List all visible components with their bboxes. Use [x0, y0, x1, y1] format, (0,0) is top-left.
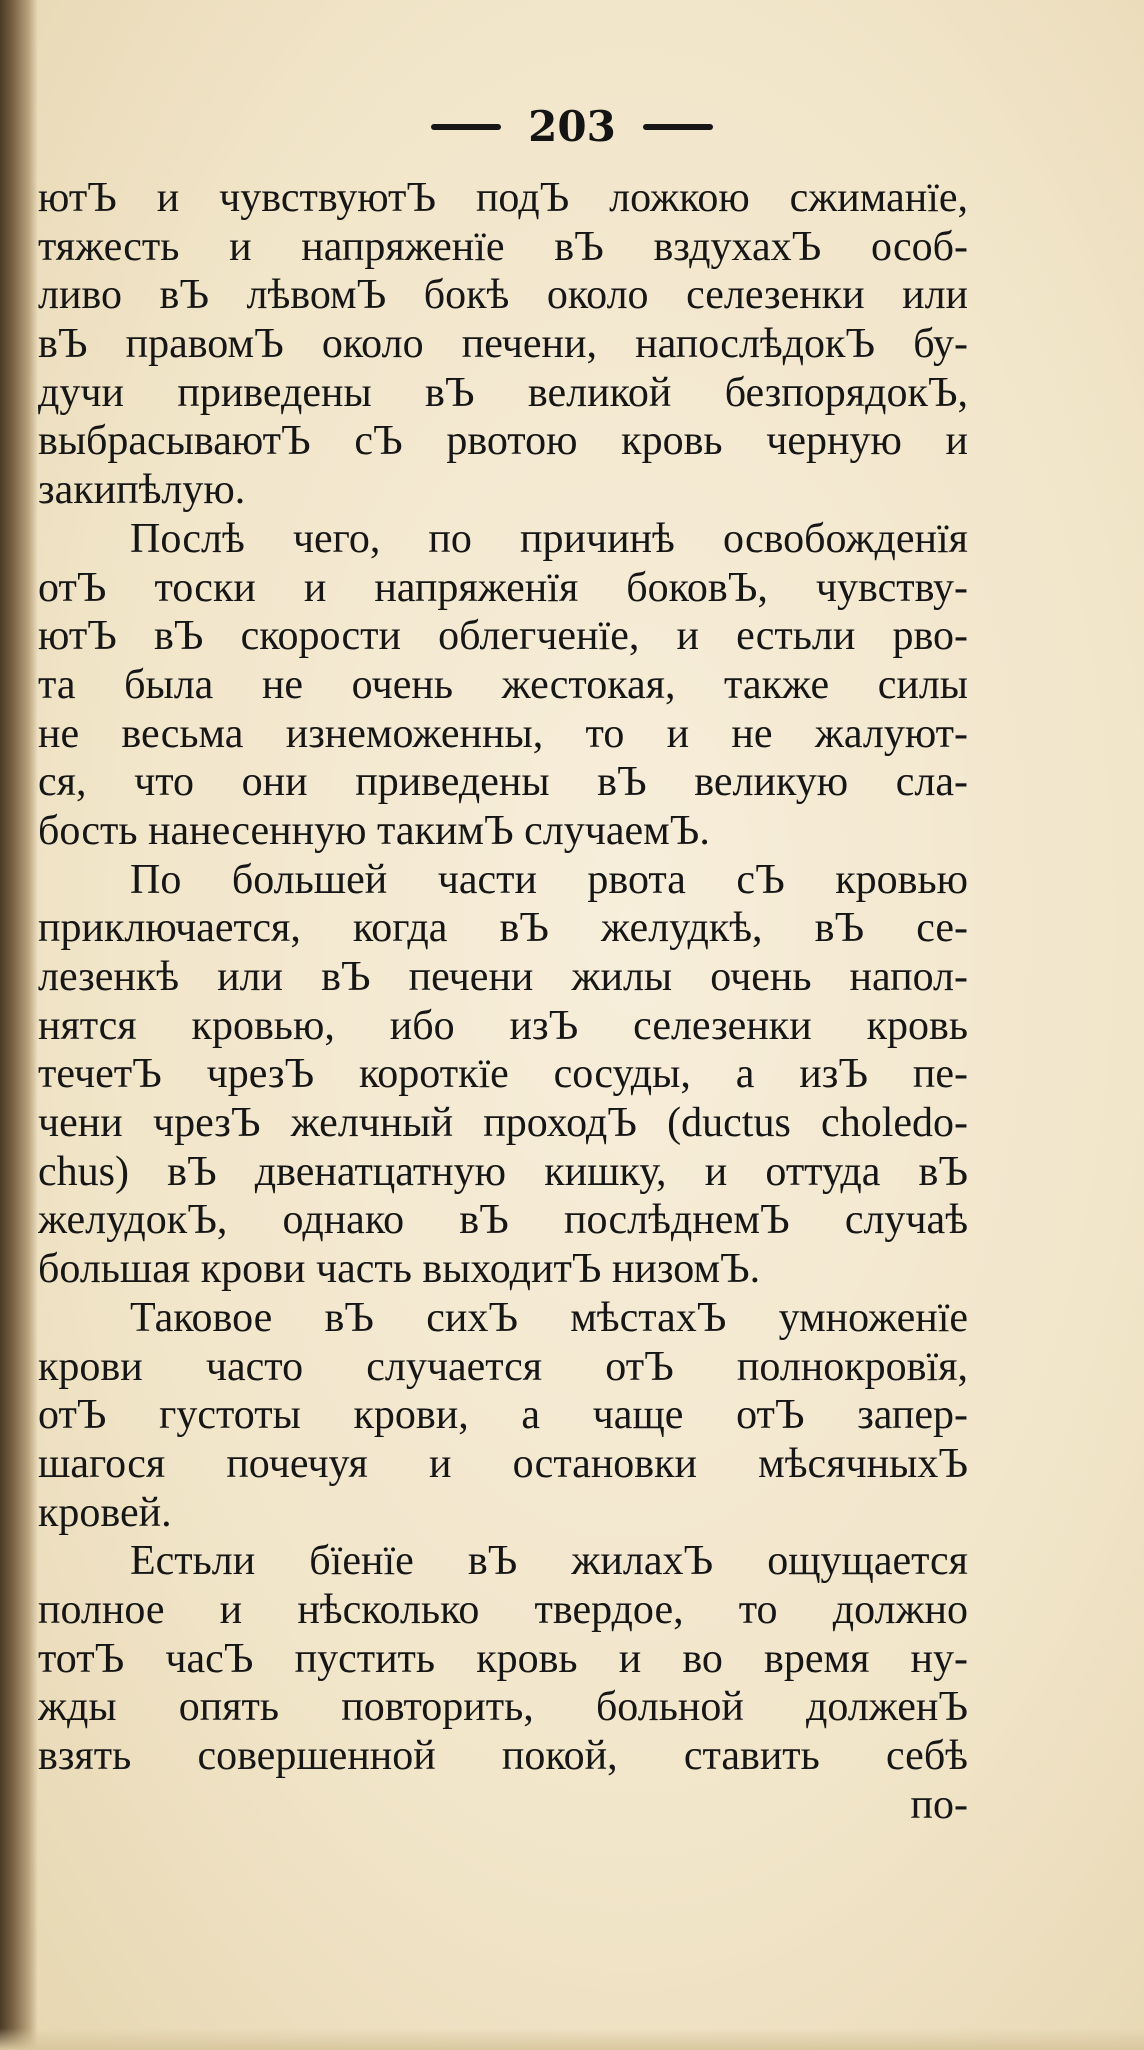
text-line: не весьма изнеможенны, то и не жалуют- — [38, 710, 968, 757]
text-line: нятся кровью, ибо изЪ селезенки кровь — [38, 1002, 968, 1049]
paragraph-last-line: закипѣлую. — [38, 467, 246, 514]
page-bottom-edge — [0, 2028, 1144, 2050]
catchword: по- — [910, 1781, 968, 1828]
text-line: та была не очень жестокая, также силы — [38, 661, 968, 708]
text-line: полное и нѣсколько твердое, то должно — [38, 1586, 968, 1633]
paragraph-last-line: бость нанесенную такимЪ случаемЪ. — [38, 807, 710, 854]
header-rule-left — [431, 124, 501, 130]
text-line: лезенкѣ или вЪ печени жилы очень напол- — [38, 954, 968, 1000]
text-line: ливо вЪ лѣвомЪ бокѣ около селезенки или — [38, 272, 968, 319]
text-line: тотЪ часЪ пустить кровь и во время ну- — [38, 1635, 968, 1682]
text-line: ютЪ и чувствуютЪ подЪ ложкою сжиманїе, — [38, 175, 968, 221]
text-line: выбрасываютЪ сЪ рвотою кровь черную и — [38, 418, 968, 465]
text-line: желудокЪ, однако вЪ послѣднемЪ случаѣ — [38, 1197, 968, 1244]
page-header — [0, 102, 1144, 151]
paragraph-first-line: Послѣ чего, по причинѣ освобожденїя — [130, 515, 968, 562]
paragraph-first-line: По большей части рвота сЪ кровью — [130, 856, 968, 903]
paragraph-last-line: кровей. — [38, 1489, 172, 1536]
text-line: шагося почечуя и остановки мѣсячныхЪ — [38, 1440, 968, 1487]
text-line: взять совершенной покой, ставить себѣ — [38, 1733, 968, 1779]
text-line: chus) вЪ двенатцатную кишку, и оттуда вЪ — [38, 1148, 968, 1195]
text-line: отЪ тоски и напряженїя боковЪ, чувству- — [38, 564, 968, 611]
text-line: течетЪ чрезЪ короткїе сосуды, а изЪ пе- — [38, 1051, 968, 1098]
binding-shadow — [0, 0, 38, 2050]
paragraph-first-line: Таковое вЪ сихЪ мѣстахЪ умноженїе — [130, 1294, 968, 1341]
text-line: чени чрезЪ желчный проходЪ (ductus choledo- — [38, 1100, 968, 1147]
text-line: крови часто случается отЪ полнокровїя, — [38, 1343, 968, 1390]
text-line: ютЪ вЪ скорости облегченїе, и естьли рво- — [38, 613, 968, 660]
text-line: жды опять повторить, больной долженЪ — [38, 1684, 968, 1731]
text-line: отЪ густоты крови, а чаще отЪ запер- — [38, 1392, 968, 1439]
text-line: ся, что они приведены вЪ великую сла- — [38, 759, 968, 806]
paragraph-last-line: большая крови часть выходитЪ низомЪ. — [38, 1246, 761, 1293]
page-number: 203 — [528, 102, 616, 151]
paragraph-first-line: Естьли бїенїе вЪ жилахЪ ощущается — [130, 1538, 968, 1585]
text-line: тяжесть и напряженїе вЪ вздухахЪ особ- — [38, 223, 968, 270]
body-text — [38, 174, 968, 1829]
text-line: дучи приведены вЪ великой безпорядокЪ, — [38, 369, 968, 416]
header-rule-right — [643, 124, 713, 130]
text-line: вЪ правомЪ около печени, напослѣдокЪ бу- — [38, 321, 968, 368]
text-line: приключается, когда вЪ желудкѣ, вЪ се- — [38, 905, 968, 952]
